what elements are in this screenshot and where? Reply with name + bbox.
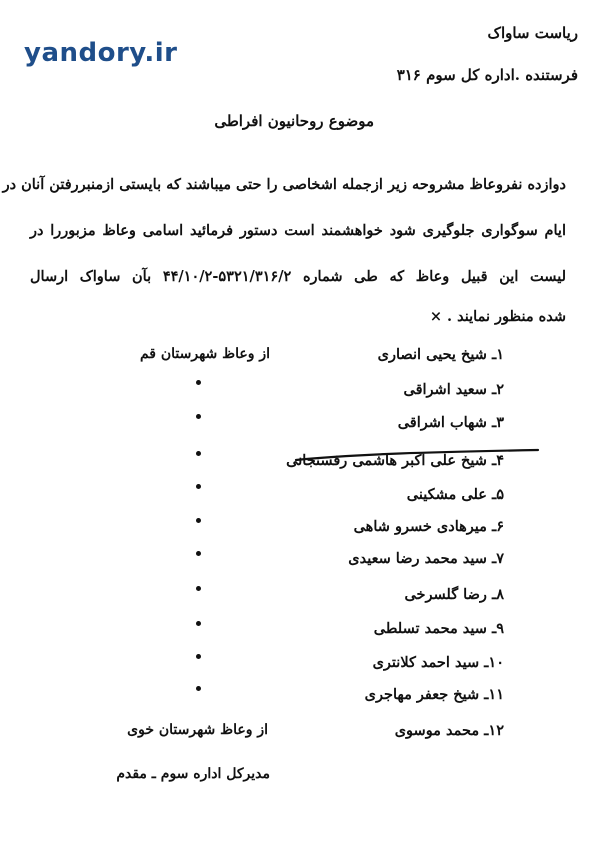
watermark-logo: yandory.ir [24,38,178,68]
body-line-3: لیست این قبیل وعاظ که طی شماره ۵۳۲۱/۳۱۶/۲-۴۴/۱۰/۲ بآن ساواک ارسال [30,268,566,285]
preacher-name: سید محمد تسلطی [373,620,487,637]
preacher-number: ۵ـ [486,486,504,503]
ditto-dot [196,484,201,489]
ditto-dot [196,551,201,556]
preacher-number: ۸ـ [486,586,504,603]
preacher-number: ۱۰ـ [479,654,504,671]
body-line-4: شده منظور نمایند . × [429,308,566,325]
preacher-list-item [374,620,504,637]
preacher-number: ۱۲ـ [479,722,504,739]
ditto-dot [196,518,201,523]
preacher-number: ۴ـ [486,452,504,469]
preacher-number: ۱۱ـ [479,686,504,703]
preacher-list-item [407,486,504,503]
preacher-name: شیخ یحیی انصاری [377,346,487,363]
preacher-number: ۱ـ [486,346,504,363]
preacher-name: سید محمد رضا سعیدی [348,550,487,567]
body-line-1: دوازده نفروعاظ مشروحه زیر ازجمله اشخاصی را حتی میباشند که بایستی ازمنبررفتن آنان در [2,176,566,193]
ditto-dot [196,621,201,626]
preacher-list-item [348,550,504,567]
ditto-dot [196,586,201,591]
preacher-list-item [398,414,504,431]
preacher-name: میرهادی خسرو شاهی [353,518,487,535]
preacher-list-item [395,722,504,739]
preacher-name: سید احمد کلانتری [372,654,480,671]
city-qom-label: از وعاظ شهرستان قم [139,346,270,362]
subject-line: موضوع روحانیون افراطی [214,112,374,130]
ditto-dot [196,686,201,691]
preacher-list-item [365,686,504,703]
preacher-list-item [286,452,504,469]
preacher-name: سعید اشراقی [403,381,487,398]
ditto-dot [196,380,201,385]
preacher-name: رضا گلسرخی [404,586,487,603]
preacher-number: ۷ـ [486,550,504,567]
preacher-name: شیخ علی اکبر هاشمی رفسنجانی [286,452,487,469]
preacher-number: ۶ـ [486,518,504,535]
preacher-number: ۲ـ [486,381,504,398]
preacher-name: شهاب اشراقی [397,414,487,431]
preacher-list-item [404,381,505,398]
preacher-list-item [373,654,504,671]
preacher-number: ۳ـ [486,414,504,431]
preacher-number: ۹ـ [486,620,504,637]
sender-line: فرستنده .اداره کل سوم ۳۱۶ [396,66,578,84]
ditto-dot [196,654,201,659]
ditto-dot [196,414,201,419]
signature-line: مدیرکل اداره سوم ـ مقدم [116,766,270,782]
ditto-dot [196,451,201,456]
recipient-line: ریاست ساواک [487,24,578,42]
preacher-name: شیخ جعفر مهاجری [364,686,480,703]
preacher-name: علی مشکینی [406,486,487,503]
preacher-name: محمد موسوی [394,722,480,739]
preacher-list-item [378,346,504,363]
preacher-list-item [404,586,504,603]
preacher-list-item [354,518,504,535]
body-line-2: ایام سوگواری جلوگیری شود خواهشمند است دستور فرمائید اسامی وعاظ مزبوررا در [30,222,566,239]
city-khoy-label: از وعاظ شهرستان خوی [127,722,268,738]
